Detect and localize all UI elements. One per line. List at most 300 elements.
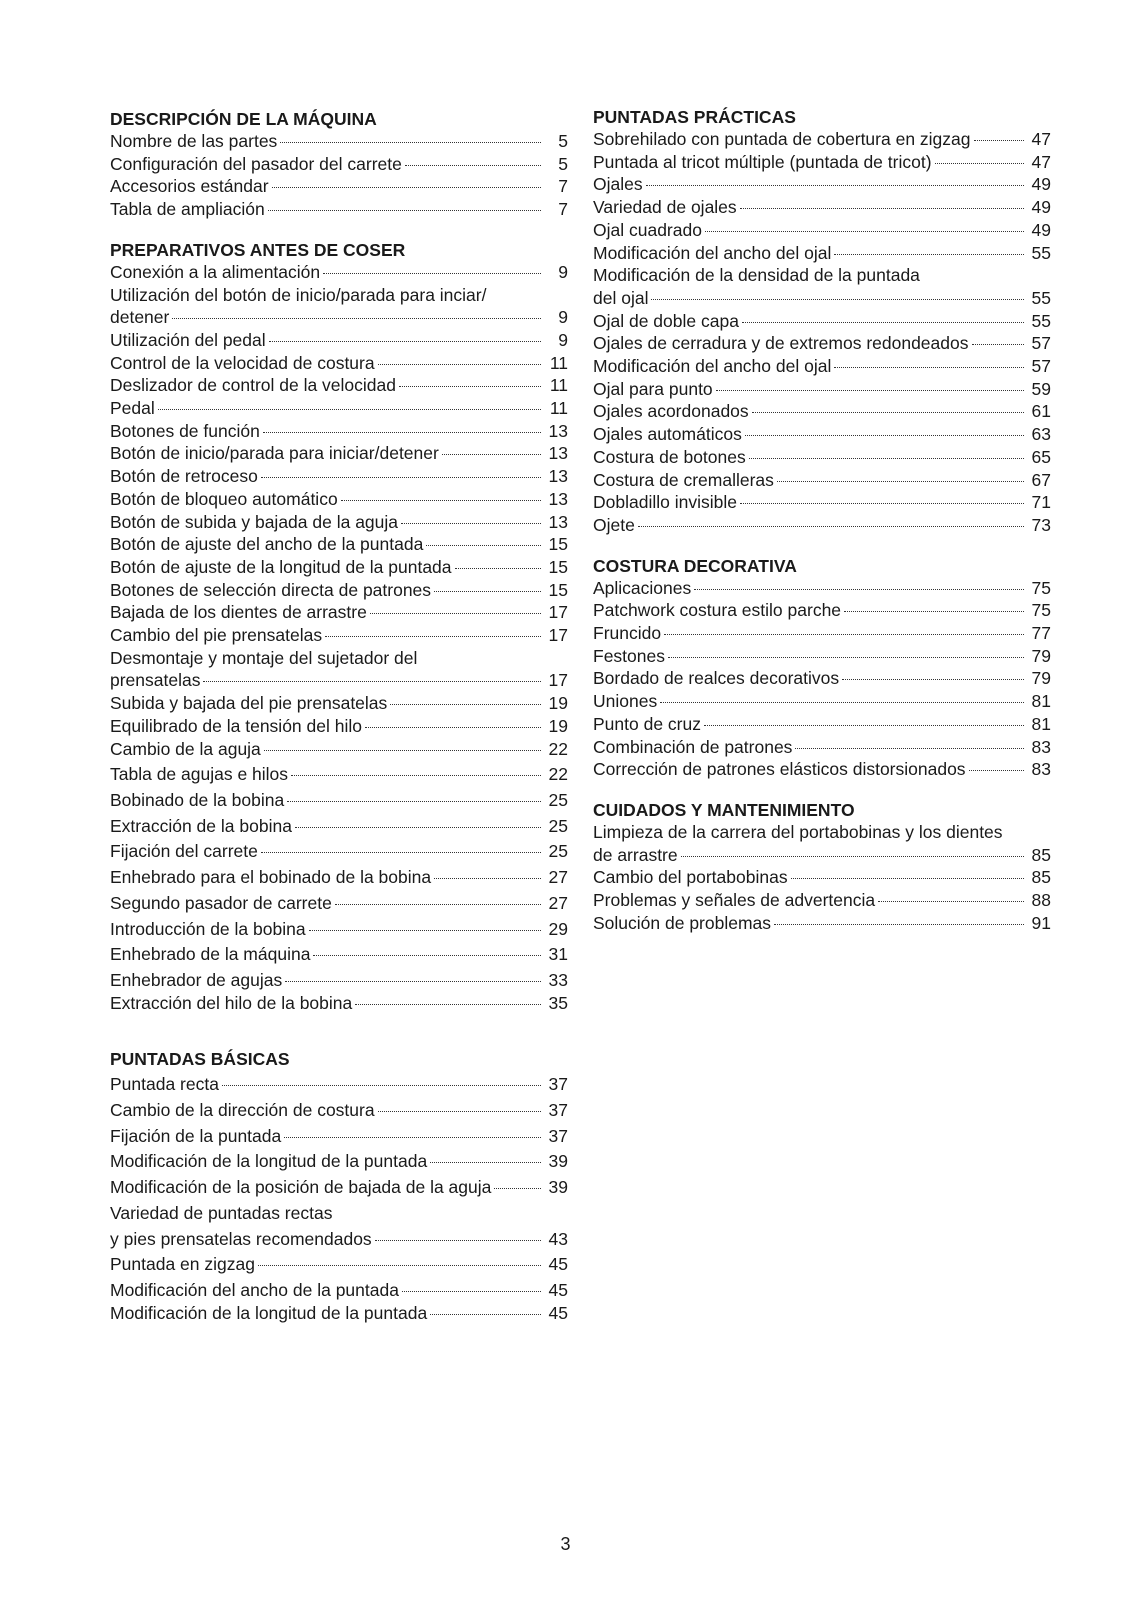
- dot-leader: [434, 878, 541, 879]
- toc-entry-label: y pies prensatelas recomendados: [110, 1228, 372, 1249]
- toc-entry-label: Corrección de patrones elásticos distorsionados: [593, 759, 966, 780]
- toc-entry-label: Ojales automáticos: [593, 424, 742, 445]
- toc-entry[interactable]: [110, 198, 568, 221]
- toc-entry[interactable]: [593, 242, 1051, 265]
- toc-entry-page: 13: [548, 466, 568, 487]
- toc-entry[interactable]: [110, 647, 568, 670]
- toc-entry-page: 37: [548, 1125, 568, 1146]
- toc-entry-label: Problemas y señales de advertencia: [593, 890, 876, 911]
- toc-entry-label: Ojal para punto: [593, 378, 713, 399]
- toc-entry[interactable]: [593, 469, 1051, 492]
- toc-entry-page: 85: [1031, 844, 1051, 865]
- toc-right-column: [593, 106, 1051, 935]
- toc-entry-page: 79: [1031, 668, 1051, 689]
- dot-leader: [370, 613, 541, 614]
- dot-leader: [405, 165, 541, 166]
- toc-entry-page: 25: [548, 815, 568, 836]
- dot-leader: [268, 210, 541, 211]
- toc-entry-page: 39: [548, 1177, 568, 1198]
- dot-leader: [401, 523, 541, 524]
- toc-entry[interactable]: [593, 219, 1051, 242]
- toc-entry-label: Botones de selección directa de patrones: [110, 579, 432, 600]
- toc-entry-label: Extracción de la bobina: [110, 815, 292, 836]
- toc-entry-page: 67: [1031, 469, 1051, 490]
- toc-section-puntadas-basicas: [110, 1048, 568, 1324]
- dot-leader: [313, 955, 541, 956]
- toc-entry-label: Puntada recta: [110, 1074, 219, 1095]
- toc-entry[interactable]: [593, 423, 1051, 446]
- toc-entry-label: Enhebrado para el bobinado de la bobina: [110, 867, 432, 888]
- dot-leader: [749, 458, 1024, 459]
- toc-entry-page: 77: [1031, 623, 1051, 644]
- section-title: PREPARATIVOS ANTES DE COSER: [110, 239, 406, 260]
- toc-entry-page: 57: [1031, 356, 1051, 377]
- toc-entry[interactable]: [110, 556, 568, 579]
- dot-leader: [325, 636, 541, 637]
- toc-entry-page: 7: [558, 199, 568, 220]
- toc-entry[interactable]: [593, 577, 1051, 600]
- toc-entry-label: Variedad de puntadas rectas: [110, 1202, 333, 1223]
- toc-entry[interactable]: [593, 378, 1051, 401]
- toc-entry[interactable]: [110, 533, 568, 556]
- toc-entry[interactable]: [110, 420, 568, 443]
- dot-leader: [878, 901, 1024, 902]
- toc-entry[interactable]: [110, 1150, 568, 1173]
- toc-entry[interactable]: [110, 1253, 568, 1276]
- toc-entry-label: Punto de cruz: [593, 713, 701, 734]
- toc-entry-label: Cambio del pie prensatelas: [110, 625, 323, 646]
- toc-entry-page: 45: [548, 1302, 568, 1323]
- dot-leader: [295, 827, 541, 828]
- dot-leader: [694, 589, 1024, 590]
- toc-entry-label: Control de la velocidad de costura: [110, 352, 375, 373]
- toc-entry-label: Modificación del ancho de la puntada: [110, 1279, 399, 1300]
- toc-entry[interactable]: [110, 175, 568, 198]
- toc-entry-page: 11: [549, 375, 568, 396]
- toc-entry[interactable]: [593, 151, 1051, 174]
- toc-entry-page: 49: [1031, 197, 1051, 218]
- toc-entry[interactable]: [110, 1279, 568, 1302]
- dot-leader: [742, 322, 1024, 323]
- toc-entry-label: Conexión a la alimentación: [110, 261, 321, 282]
- toc-entry[interactable]: [593, 264, 1051, 287]
- toc-entry-label: Tabla de agujas e hilos: [110, 764, 289, 785]
- toc-entry-page: 49: [1031, 219, 1051, 240]
- toc-entry[interactable]: [593, 866, 1051, 889]
- toc-entry[interactable]: [593, 128, 1051, 151]
- toc-entry-label: Cambio del portabobinas: [593, 867, 788, 888]
- toc-entry-label: Modificación del ancho del ojal: [593, 356, 832, 377]
- toc-entry-page: 9: [558, 261, 568, 282]
- dot-leader: [323, 273, 541, 274]
- dot-leader: [494, 1188, 541, 1189]
- toc-entry-label: Nombre de las partes: [110, 131, 278, 151]
- toc-entry-label: Aplicaciones: [593, 577, 692, 598]
- toc-entry[interactable]: [593, 736, 1051, 759]
- toc-entry-label: Modificación de la densidad de la puntada: [593, 265, 920, 286]
- dot-leader: [172, 318, 541, 319]
- toc-entry-page: 57: [1031, 333, 1051, 354]
- toc-entry-page: 55: [1031, 287, 1051, 308]
- dot-leader: [935, 163, 1024, 164]
- toc-entry-page: 81: [1031, 713, 1051, 734]
- toc-entry[interactable]: [593, 645, 1051, 668]
- toc-entry[interactable]: [110, 306, 568, 329]
- toc-entry[interactable]: [110, 511, 568, 534]
- toc-entry-page: 5: [558, 153, 568, 174]
- toc-entry[interactable]: [110, 601, 568, 624]
- toc-entry[interactable]: [110, 624, 568, 647]
- toc-entry-page: 17: [548, 602, 568, 623]
- dot-leader: [264, 750, 541, 751]
- dot-leader: [272, 187, 541, 188]
- toc-entry-page: 13: [548, 511, 568, 532]
- toc-left-column: [110, 108, 568, 1324]
- toc-entry-label: Deslizador de control de la velocidad: [110, 375, 396, 396]
- toc-entry-page: 63: [1031, 424, 1051, 445]
- toc-entry[interactable]: [593, 400, 1051, 423]
- toc-entry-label: Uniones: [593, 691, 658, 712]
- toc-entry[interactable]: [593, 758, 1051, 781]
- dot-leader: [745, 435, 1024, 436]
- toc-entry-page: 9: [558, 307, 568, 328]
- dot-leader: [651, 299, 1024, 300]
- toc-entry[interactable]: [593, 912, 1051, 935]
- dot-leader: [285, 981, 541, 982]
- toc-entry[interactable]: [593, 844, 1051, 867]
- toc-entry[interactable]: [110, 579, 568, 602]
- toc-entry-label: Bordado de realces decorativos: [593, 668, 840, 689]
- dot-leader: [378, 364, 541, 365]
- dot-leader: [375, 1240, 541, 1241]
- toc-entry-page: 37: [548, 1100, 568, 1121]
- toc-entry-page: 85: [1031, 867, 1051, 888]
- dot-leader: [681, 856, 1024, 857]
- toc-entry[interactable]: [110, 1228, 568, 1251]
- toc-entry-page: 83: [1031, 736, 1051, 757]
- toc-entry-page: 35: [548, 992, 568, 1013]
- dot-leader: [390, 704, 541, 705]
- toc-entry[interactable]: [110, 261, 568, 284]
- toc-entry-label: Solución de problemas: [593, 912, 772, 933]
- dot-leader: [791, 878, 1024, 879]
- dot-leader: [716, 390, 1024, 391]
- toc-entry[interactable]: [110, 918, 568, 941]
- toc-entry[interactable]: [110, 329, 568, 352]
- toc-entry[interactable]: [110, 763, 568, 786]
- toc-entry-page: 11: [549, 398, 568, 419]
- toc-entry[interactable]: [593, 355, 1051, 378]
- toc-entry[interactable]: [593, 332, 1051, 355]
- toc-entry-page: 37: [548, 1074, 568, 1095]
- dot-leader: [378, 1111, 541, 1112]
- dot-leader: [203, 681, 541, 682]
- toc-entry-page: 13: [548, 420, 568, 441]
- toc-entry-label: Ojales de cerradura y de extremos redondeados: [593, 333, 969, 354]
- toc-entry-page: 75: [1031, 577, 1051, 598]
- toc-entry-label: Botón de bloqueo automático: [110, 488, 338, 509]
- dot-leader: [261, 477, 541, 478]
- toc-entry-page: 43: [548, 1228, 568, 1249]
- toc-entry-label: Combinación de patrones: [593, 736, 793, 757]
- toc-entry-page: 47: [1031, 129, 1051, 149]
- toc-entry-label: Festones: [593, 645, 665, 666]
- toc-entry-label: Ojales acordonados: [593, 401, 749, 422]
- toc-entry[interactable]: [110, 1099, 568, 1122]
- dot-leader: [335, 904, 541, 905]
- toc-entry-label: Fijación de la puntada: [110, 1125, 282, 1146]
- toc-entry[interactable]: [593, 514, 1051, 537]
- toc-entry-label: Enhebrador de agujas: [110, 969, 283, 990]
- toc-entry[interactable]: [110, 738, 568, 761]
- toc-entry-label: Botón de ajuste de la longitud de la puntada: [110, 556, 452, 577]
- toc-entry-label: Equilibrado de la tensión del hilo: [110, 715, 362, 736]
- toc-entry-page: 71: [1031, 492, 1051, 513]
- toc-entry-label: Ojal de doble capa: [593, 310, 739, 331]
- dot-leader: [284, 1137, 541, 1138]
- toc-entry-page: 27: [548, 892, 568, 913]
- dot-leader: [795, 748, 1024, 749]
- toc-entry-label: Bajada de los dientes de arrastre: [110, 602, 367, 623]
- toc-entry-page: 17: [548, 625, 568, 646]
- toc-section-cuidados-y-mantenimiento: [593, 799, 1051, 935]
- dot-leader: [705, 231, 1024, 232]
- dot-leader: [442, 454, 541, 455]
- toc-entry-label: Extracción del hilo de la bobina: [110, 992, 353, 1013]
- toc-entry-label: Puntada en zigzag: [110, 1254, 255, 1275]
- dot-leader: [842, 679, 1024, 680]
- toc-entry-label: Ojal cuadrado: [593, 219, 702, 240]
- dot-leader: [974, 140, 1025, 141]
- toc-entry-label: Puntada al tricot múltiple (puntada de tricot): [593, 151, 932, 172]
- toc-entry[interactable]: [593, 667, 1051, 690]
- toc-entry-label: Segundo pasador de carrete: [110, 892, 332, 913]
- dot-leader: [704, 725, 1024, 726]
- toc-entry[interactable]: [593, 173, 1051, 196]
- toc-entry-label: de arrastre: [593, 844, 678, 865]
- section-title: CUIDADOS Y MANTENIMIENTO: [593, 799, 855, 820]
- dot-leader: [752, 412, 1024, 413]
- dot-leader: [834, 254, 1024, 255]
- toc-entry-label: Sobrehilado con puntada de cobertura en zigzag: [593, 129, 971, 149]
- toc-entry[interactable]: [110, 1302, 568, 1325]
- toc-entry-page: 9: [558, 329, 568, 350]
- toc-section-puntadas-practicas: [593, 106, 1051, 537]
- toc-section-preparativos-antes-de-coser: [110, 239, 568, 1015]
- toc-entry[interactable]: [110, 1125, 568, 1148]
- toc-entry-page: 25: [548, 841, 568, 862]
- toc-entry[interactable]: [110, 892, 568, 915]
- dot-leader: [426, 545, 541, 546]
- toc-entry[interactable]: [110, 374, 568, 397]
- toc-entry-page: 11: [549, 352, 568, 373]
- section-title: COSTURA DECORATIVA: [593, 555, 797, 576]
- dot-leader: [291, 775, 541, 776]
- toc-entry-page: 79: [1031, 645, 1051, 666]
- toc-entry[interactable]: [593, 889, 1051, 912]
- page-number: 3: [560, 1534, 571, 1554]
- toc-entry-label: Fruncido: [593, 623, 662, 644]
- toc-entry-label: Ojales: [593, 174, 643, 195]
- section-title: PUNTADAS PRÁCTICAS: [593, 107, 796, 127]
- dot-leader: [341, 500, 541, 501]
- dot-leader: [638, 526, 1024, 527]
- dot-leader: [660, 702, 1024, 703]
- toc-entry-label: Subida y bajada del pie prensatelas: [110, 693, 388, 714]
- toc-entry[interactable]: [110, 1202, 568, 1225]
- dot-leader: [222, 1085, 541, 1086]
- toc-entry-label: Costura de botones: [593, 446, 746, 467]
- toc-entry-label: Modificación de la longitud de la puntada: [110, 1302, 428, 1323]
- dot-leader: [664, 634, 1024, 635]
- dot-leader: [434, 591, 541, 592]
- toc-entry[interactable]: [110, 488, 568, 511]
- dot-leader: [399, 386, 541, 387]
- dot-leader: [969, 770, 1024, 771]
- toc-entry[interactable]: [110, 397, 568, 420]
- toc-entry-page: 83: [1031, 759, 1051, 780]
- dot-leader: [834, 367, 1024, 368]
- toc-entry-label: Ojete: [593, 514, 635, 535]
- toc-entry[interactable]: [110, 692, 568, 715]
- toc-entry-label: Utilización del pedal: [110, 329, 266, 350]
- dot-leader: [774, 924, 1024, 925]
- dot-leader: [287, 801, 541, 802]
- toc-entry-label: Desmontaje y montaje del sujetador del: [110, 647, 418, 668]
- toc-entry-label: Dobladillo invisible: [593, 492, 737, 513]
- toc-entry-page: 29: [548, 918, 568, 939]
- dot-leader: [777, 481, 1024, 482]
- toc-entry-label: Limpieza de la carrera del portabobinas y los dientes: [593, 821, 1003, 842]
- toc-entry-page: 31: [548, 944, 568, 965]
- toc-entry[interactable]: [593, 196, 1051, 219]
- toc-entry-page: 13: [548, 488, 568, 509]
- toc-entry[interactable]: [110, 943, 568, 966]
- dot-leader: [430, 1314, 541, 1315]
- dot-leader: [280, 142, 541, 143]
- dot-leader: [402, 1291, 541, 1292]
- dot-leader: [365, 727, 541, 728]
- toc-entry-label: Botones de función: [110, 420, 260, 441]
- toc-entry[interactable]: [110, 715, 568, 738]
- toc-entry[interactable]: [110, 1073, 568, 1096]
- toc-entry-page: 19: [548, 693, 568, 714]
- toc-entry[interactable]: [110, 969, 568, 992]
- toc-entry-page: 17: [548, 670, 568, 691]
- toc-entry-label: Accesorios estándar: [110, 176, 269, 197]
- toc-entry[interactable]: [110, 352, 568, 375]
- toc-entry[interactable]: [593, 310, 1051, 333]
- dot-leader: [263, 432, 541, 433]
- toc-entry[interactable]: [110, 866, 568, 889]
- toc-entry[interactable]: [110, 815, 568, 838]
- toc-entry-label: Bobinado de la bobina: [110, 789, 285, 810]
- toc-entry-page: 15: [548, 579, 568, 600]
- dot-leader: [844, 611, 1024, 612]
- dot-leader: [309, 930, 541, 931]
- toc-entry-page: 22: [548, 764, 568, 785]
- toc-entry-label: Utilización del botón de inicio/parada para inciar/: [110, 284, 487, 305]
- toc-entry-page: 25: [548, 789, 568, 810]
- toc-entry[interactable]: [110, 1176, 568, 1199]
- section-title: DESCRIPCIÓN DE LA MÁQUINA: [110, 109, 377, 129]
- toc-section-descripcion-de-la-maquina: [110, 108, 568, 221]
- toc-entry[interactable]: [593, 821, 1051, 844]
- dot-leader: [430, 1162, 541, 1163]
- toc-entry-page: 47: [1031, 151, 1051, 172]
- toc-entry[interactable]: [110, 789, 568, 812]
- toc-entry-label: del ojal: [593, 287, 649, 308]
- toc-entry[interactable]: [593, 622, 1051, 645]
- toc-entry[interactable]: [110, 465, 568, 488]
- toc-entry-page: 13: [548, 443, 568, 464]
- toc-entry[interactable]: [110, 840, 568, 863]
- toc-entry-label: Modificación de la longitud de la puntada: [110, 1151, 428, 1172]
- toc-entry-page: 55: [1031, 310, 1051, 331]
- toc-entry[interactable]: [593, 599, 1051, 622]
- toc-entry[interactable]: [593, 491, 1051, 514]
- dot-leader: [269, 341, 541, 342]
- toc-entry[interactable]: [593, 713, 1051, 736]
- dot-leader: [355, 1004, 541, 1005]
- toc-entry-page: 27: [548, 867, 568, 888]
- toc-entry-label: Fijación del carrete: [110, 841, 258, 862]
- toc-entry-label: Costura de cremalleras: [593, 469, 774, 490]
- section-title: PUNTADAS BÁSICAS: [110, 1049, 290, 1070]
- dot-leader: [261, 852, 541, 853]
- toc-entry-label: Cambio de la aguja: [110, 738, 261, 759]
- toc-entry-page: 45: [548, 1254, 568, 1275]
- dot-leader: [455, 568, 541, 569]
- toc-entry-page: 33: [548, 969, 568, 990]
- toc-entry[interactable]: [110, 153, 568, 176]
- toc-entry-page: 15: [548, 556, 568, 577]
- dot-leader: [158, 409, 541, 410]
- toc-entry-page: 7: [558, 176, 568, 197]
- toc-entry-page: 22: [548, 738, 568, 759]
- toc-entry-label: Modificación de la posición de bajada de la aguja: [110, 1177, 492, 1198]
- toc-entry-label: Botón de inicio/parada para iniciar/detener: [110, 443, 439, 464]
- dot-leader: [258, 1265, 541, 1266]
- toc-entry-page: 88: [1031, 890, 1051, 911]
- toc-entry-label: prensatelas: [110, 670, 201, 691]
- toc-entry-page: 61: [1031, 401, 1051, 422]
- toc-entry-label: Botón de subida y bajada de la aguja: [110, 511, 399, 532]
- dot-leader: [740, 503, 1024, 504]
- toc-entry-label: Botón de ajuste del ancho de la puntada: [110, 534, 424, 555]
- toc-entry[interactable]: [593, 446, 1051, 469]
- toc-entry[interactable]: [110, 130, 568, 153]
- toc-entry[interactable]: [593, 690, 1051, 713]
- toc-entry-label: Introducción de la bobina: [110, 918, 306, 939]
- toc-entry[interactable]: [110, 284, 568, 307]
- toc-entry-page: 59: [1031, 378, 1051, 399]
- toc-entry-label: Botón de retroceso: [110, 466, 258, 487]
- dot-leader: [972, 344, 1025, 345]
- toc-entry-page: 39: [548, 1151, 568, 1172]
- toc-entry-page: 91: [1031, 912, 1051, 933]
- toc-entry[interactable]: [110, 992, 568, 1015]
- toc-entry[interactable]: [593, 287, 1051, 310]
- toc-entry-page: 15: [548, 534, 568, 555]
- dot-leader: [668, 657, 1024, 658]
- toc-entry-page: 75: [1031, 600, 1051, 621]
- toc-entry[interactable]: [110, 669, 568, 692]
- toc-entry-label: detener: [110, 307, 170, 328]
- toc-entry-page: 45: [548, 1279, 568, 1300]
- toc-entry-label: Variedad de ojales: [593, 197, 737, 218]
- toc-entry[interactable]: [110, 442, 568, 465]
